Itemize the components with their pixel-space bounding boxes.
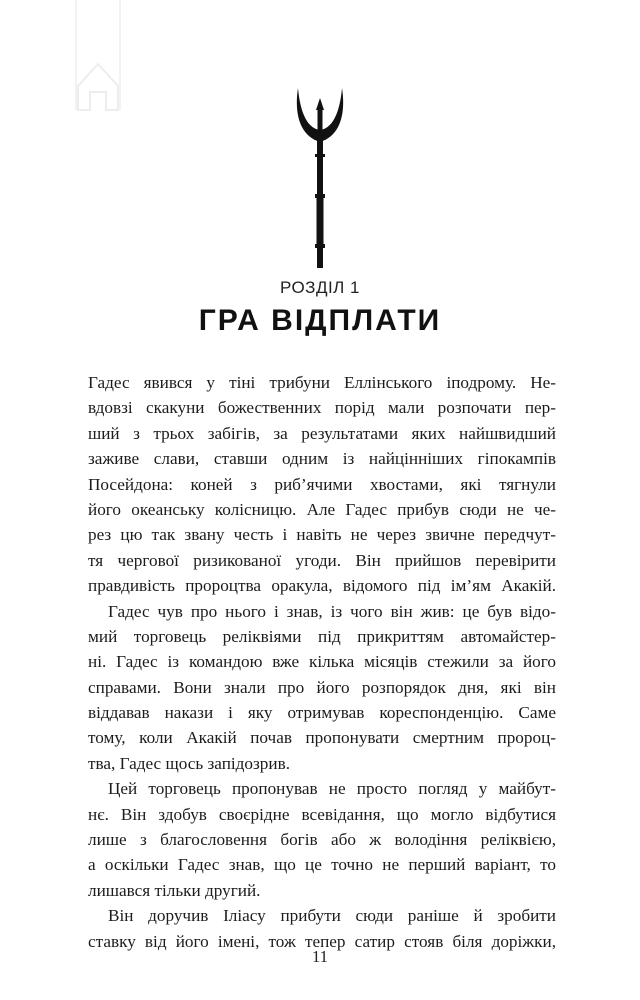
text-line: а оскільки Гадес знав, що це точно не перший варіант, то <box>88 855 556 875</box>
text-line: віддавав накази і яку отримував кореспонденцію. Саме <box>88 703 556 723</box>
text-line: тому, коли Акакій почав пропонувати смертним пророц- <box>88 728 556 748</box>
text-line: Гадес явився у тіні трибуни Еллінського іподрому. Не- <box>88 373 556 392</box>
chapter-title: ГРА ВІДПЛАТИ <box>198 304 442 337</box>
text-line: нє. Він здобув своєрідне всевідання, що могло відбутися <box>88 804 556 824</box>
text-line: Цей торговець пропонував не просто погляд у майбут- <box>108 779 556 799</box>
chapter-body <box>88 370 556 954</box>
text-line: справами. Вони знали про його розпорядок дня, які він <box>88 677 556 697</box>
text-line: ставку від його імені, тож тепер сатир стояв біля доріжки, <box>88 931 556 951</box>
text-line: лише з благословення богів або ж володіння реліквією, <box>88 830 556 850</box>
home-outline-icon <box>72 0 124 118</box>
text-line: правдивість пророцтва оракула, відомого під ім’ям Акакій. <box>88 576 556 596</box>
text-line: Він доручив Іліасу прибути сюди раніше й зробити <box>108 906 556 926</box>
text-line: вдовзі скакуни божественних порід мали розпочати пер- <box>88 398 556 418</box>
text-line: заживе слави, ставши одним із найцінніших гіпокампів <box>88 449 556 469</box>
text-line: його океанську колісницю. Але Гадес прибув сюди не че- <box>88 499 556 519</box>
text-line: тя чергової ризикованої угоди. Він прийшов перевірити <box>88 550 556 570</box>
chapter-label: РОЗДІЛ 1 <box>279 278 361 297</box>
text-line: ший з трьох забігів, за результатами яких найшвидший <box>88 423 556 443</box>
text-line: ні. Гадес із командою вже кілька місяців стежили за його <box>88 652 556 672</box>
text-line: лишався тільки другий. <box>88 880 261 900</box>
text-line: Гадес чув про нього і знав, із чого він жив: це був відо- <box>108 601 556 621</box>
page-number: 11 <box>311 947 329 966</box>
text-line: рез цю так звану честь і навіть не через звичне передчут- <box>88 525 556 545</box>
text-line: мий торговець реліквіями під прикриттям автомайстер- <box>88 626 556 646</box>
text-line: тва, Гадес щось запідозрив. <box>88 753 291 773</box>
trident-icon <box>290 84 350 270</box>
text-line: Посейдона: коней з риб’ячими хвостами, які тягнули <box>88 474 556 494</box>
